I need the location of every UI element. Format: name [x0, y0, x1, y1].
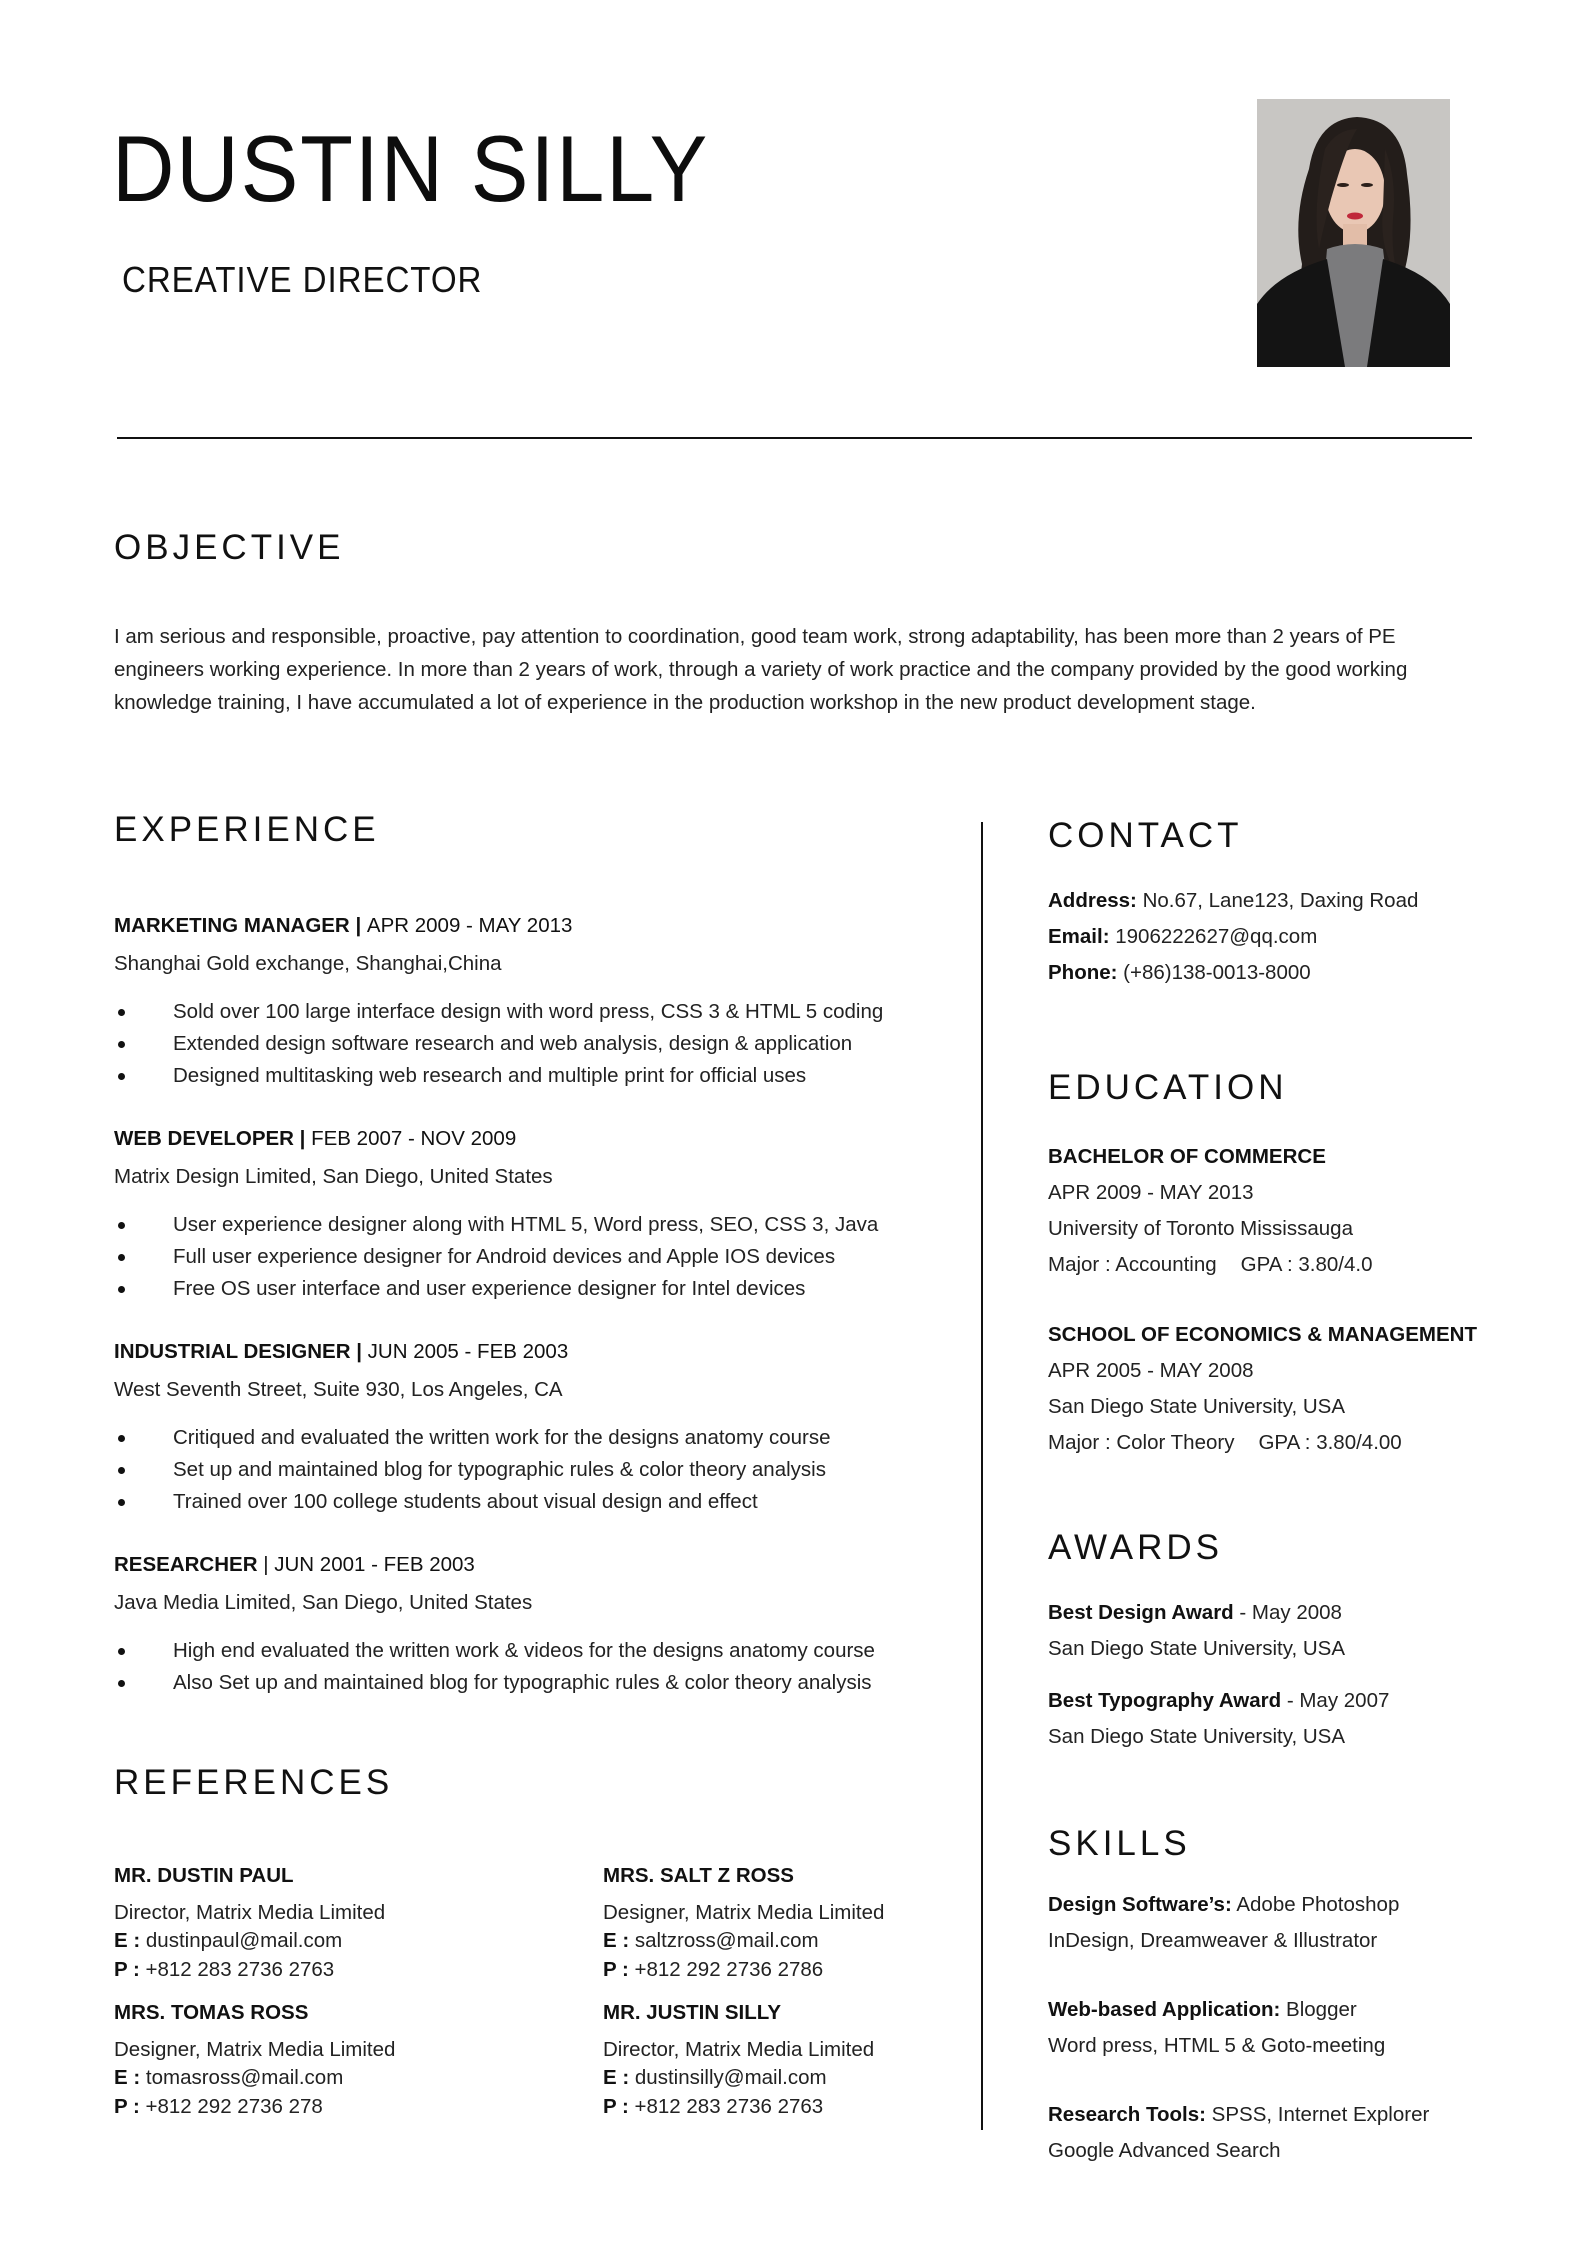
bullet-dot-icon: [118, 1222, 125, 1229]
reference-phone: [114, 1955, 534, 1984]
bullet-item: [114, 1667, 954, 1699]
bullet-item: [114, 1273, 954, 1305]
skill-value-continued: Word press, HTML 5 & Goto-meeting: [1048, 2034, 1386, 2057]
job-role: MARKETING MANAGER: [114, 914, 350, 937]
job-separator: |: [350, 1340, 368, 1363]
bullet-dot-icon: [118, 1435, 125, 1442]
bullet-dot-icon: [118, 1648, 125, 1655]
phone-value: +812 292 2736 2786: [634, 1958, 824, 1981]
bullet-text: Sold over 100 large interface design with word press, CSS 3 & HTML 5 coding: [173, 1000, 884, 1023]
bullet-item: [114, 1241, 954, 1273]
contact-value: 1906222627@qq.com: [1115, 925, 1318, 948]
bullet-text: Critiqued and evaluated the written work for the designs anatomy course: [173, 1426, 831, 1449]
education-school: San Diego State University, USA: [1048, 1395, 1345, 1418]
email-label: E :: [603, 1929, 630, 1952]
experience-entry: [114, 1127, 954, 1305]
reference-role: Director, Matrix Media Limited: [114, 1901, 386, 1924]
education-major-gpa: [1048, 1247, 1548, 1283]
education-major-gpa: [1048, 1425, 1548, 1461]
skills-section: [1048, 1826, 1548, 2169]
email-value: dustinpaul@mail.com: [145, 1929, 343, 1952]
email-value: tomasross@mail.com: [145, 2066, 344, 2089]
bullet-dot-icon: [118, 1499, 125, 1506]
phone-value: +812 292 2736 278: [145, 2095, 323, 2118]
job-company: West Seventh Street, Suite 930, Los Angeles, CA: [114, 1378, 563, 1401]
bullet-item: [114, 1454, 954, 1486]
skill-group: [1048, 1887, 1548, 1959]
education-section: [1048, 1070, 1548, 1461]
award-item: [1048, 1595, 1548, 1667]
job-separator: |: [293, 1127, 312, 1150]
job-bullets: [114, 996, 954, 1092]
award-title-line: [1048, 1595, 1548, 1631]
skill-value-continued: InDesign, Dreamweaver & Illustrator: [1048, 1929, 1378, 1952]
reference-name: MR. DUSTIN PAUL: [114, 1864, 294, 1887]
phone-value: +812 283 2736 2763: [145, 1958, 335, 1981]
skill-line: [1048, 2097, 1548, 2133]
bullet-dot-icon: [118, 1467, 125, 1474]
bullet-item: [114, 996, 954, 1028]
contact-label: Address:: [1048, 889, 1137, 912]
job-separator: |: [257, 1553, 275, 1576]
award-date: - May 2007: [1281, 1689, 1390, 1712]
email-value: dustinsilly@mail.com: [634, 2066, 827, 2089]
phone-label: P :: [114, 1958, 140, 1981]
award-title-line: [1048, 1683, 1548, 1719]
reference-email: [603, 1926, 1023, 1955]
skill-label: Web-based Application:: [1048, 1998, 1281, 2021]
references-heading: REFERENCES: [114, 1763, 394, 1802]
skill-value: Adobe Photoshop: [1231, 1893, 1400, 1916]
reference-card: [114, 1864, 534, 1984]
education-entry: [1048, 1317, 1548, 1461]
job-bullets: [114, 1422, 954, 1518]
job-dates: APR 2009 - MAY 2013: [366, 914, 573, 937]
award-title: Best Typography Award: [1048, 1689, 1282, 1712]
column-divider: [981, 822, 983, 2130]
skill-value: SPSS, Internet Explorer: [1205, 2103, 1430, 2126]
job-company: Shanghai Gold exchange, Shanghai,China: [114, 952, 502, 975]
education-degree: BACHELOR OF COMMERCE: [1048, 1145, 1326, 1168]
bullet-text: Set up and maintained blog for typographic rules & color theory analysis: [173, 1458, 826, 1481]
portrait-image-icon: [1257, 99, 1450, 367]
reference-role: Designer, Matrix Media Limited: [114, 2038, 396, 2061]
bullet-dot-icon: [118, 1680, 125, 1687]
education-dates: APR 2009 - MAY 2013: [1048, 1181, 1254, 1204]
job-heading: [114, 1127, 954, 1151]
bullet-text: Designed multitasking web research and multiple print for official uses: [173, 1064, 807, 1087]
bullet-text: High end evaluated the written work & videos for the designs anatomy course: [173, 1639, 875, 1662]
email-label: E :: [114, 2066, 141, 2089]
reference-email: [114, 1926, 534, 1955]
skill-label: Design Software’s:: [1048, 1893, 1232, 1916]
job-heading: [114, 914, 954, 938]
email-label: E :: [114, 1929, 141, 1952]
job-company: Java Media Limited, San Diego, United States: [114, 1591, 533, 1614]
reference-name: MRS. TOMAS ROSS: [114, 2001, 309, 2024]
reference-role: Director, Matrix Media Limited: [603, 2038, 875, 2061]
reference-card: [114, 2001, 534, 2121]
education-major: Major : Color Theory: [1048, 1431, 1235, 1454]
award-title: Best Design Award: [1048, 1601, 1234, 1624]
contact-value: No.67, Lane123, Daxing Road: [1142, 889, 1419, 912]
skill-group: [1048, 2097, 1548, 2169]
phone-label: P :: [603, 1958, 629, 1981]
bullet-item: [114, 1060, 954, 1092]
education-gpa: GPA : 3.80/4.0: [1240, 1253, 1373, 1276]
objective-text: I am serious and responsible, proactive, pay attention to coordination, good team work, strong adaptability, has been more than 2 years of PE engineers working experience. In more than 2 years of work, through a variety of work practice and the company provided by the good working knowledge training, I have accumulated a lot of experience in the production workshop in the new product development stage.: [114, 625, 1408, 714]
bullet-text: Full user experience designer for Android devices and Apple IOS devices: [173, 1245, 836, 1268]
phone-label: P :: [603, 2095, 629, 2118]
skill-value: Blogger: [1280, 1998, 1357, 2021]
job-role: INDUSTRIAL DESIGNER: [114, 1340, 351, 1363]
experience-heading: EXPERIENCE: [114, 810, 380, 849]
contact-section: [1048, 818, 1548, 991]
bullet-dot-icon: [118, 1073, 125, 1080]
education-school: University of Toronto Mississauga: [1048, 1217, 1353, 1240]
email-label: E :: [603, 2066, 630, 2089]
bullet-text: Free OS user interface and user experience designer for Intel devices: [173, 1277, 806, 1300]
job-role: RESEARCHER: [114, 1553, 258, 1576]
bullet-text: Extended design software research and web analysis, design & application: [173, 1032, 853, 1055]
award-place: San Diego State University, USA: [1048, 1637, 1345, 1660]
objective-heading: OBJECTIVE: [114, 528, 345, 567]
job-dates: FEB 2007 - NOV 2009: [311, 1127, 517, 1150]
reference-phone: [603, 2092, 1023, 2121]
reference-phone: [603, 1955, 1023, 1984]
skill-line: [1048, 1887, 1548, 1923]
education-entry: [1048, 1139, 1548, 1283]
job-heading: [114, 1553, 954, 1577]
bullet-text: Trained over 100 college students about visual design and effect: [173, 1490, 758, 1513]
job-heading: [114, 1340, 954, 1364]
education-dates: APR 2005 - MAY 2008: [1048, 1359, 1254, 1382]
bullet-dot-icon: [118, 1286, 125, 1293]
reference-phone: [114, 2092, 534, 2121]
reference-card: [603, 2001, 1023, 2121]
phone-label: P :: [114, 2095, 140, 2118]
candidate-name: DUSTIN SILLY: [112, 116, 710, 221]
job-company: Matrix Design Limited, San Diego, United States: [114, 1165, 553, 1188]
reference-email: [114, 2063, 534, 2092]
header-divider: [117, 437, 1472, 439]
job-role: WEB DEVELOPER: [114, 1127, 294, 1150]
experience-entry: [114, 1553, 954, 1699]
reference-email: [603, 2063, 1023, 2092]
job-separator: |: [349, 914, 367, 937]
award-date: - May 2008: [1233, 1601, 1342, 1624]
contact-label: Email:: [1048, 925, 1110, 948]
candidate-title: CREATIVE DIRECTOR: [122, 259, 483, 300]
contact-value: (+86)138-0013-8000: [1123, 961, 1311, 984]
bullet-dot-icon: [118, 1254, 125, 1261]
bullet-dot-icon: [118, 1009, 125, 1016]
reference-name: MRS. SALT Z ROSS: [603, 1864, 794, 1887]
bullet-item: [114, 1635, 954, 1667]
education-major: Major : Accounting: [1048, 1253, 1217, 1276]
contact-address: [1048, 883, 1548, 919]
contact-heading: CONTACT: [1048, 816, 1243, 855]
award-place: San Diego State University, USA: [1048, 1725, 1345, 1748]
phone-value: +812 283 2736 2763: [634, 2095, 824, 2118]
award-item: [1048, 1683, 1548, 1755]
job-bullets: [114, 1209, 954, 1305]
skill-value-continued: Google Advanced Search: [1048, 2139, 1281, 2162]
skill-label: Research Tools:: [1048, 2103, 1206, 2126]
email-value: saltzross@mail.com: [634, 1929, 819, 1952]
skill-group: [1048, 1992, 1548, 2064]
experience-entry: [114, 1340, 954, 1518]
awards-heading: AWARDS: [1048, 1528, 1224, 1567]
bullet-item: [114, 1028, 954, 1060]
reference-card: [603, 1864, 1023, 1984]
education-degree: SCHOOL OF ECONOMICS & MANAGEMENT: [1048, 1323, 1477, 1346]
education-heading: EDUCATION: [1048, 1068, 1288, 1107]
reference-name: MR. JUSTIN SILLY: [603, 2001, 782, 2024]
education-gpa: GPA : 3.80/4.00: [1258, 1431, 1402, 1454]
bullet-text: Also Set up and maintained blog for typographic rules & color theory analysis: [173, 1671, 872, 1694]
job-bullets: [114, 1635, 954, 1699]
contact-label: Phone:: [1048, 961, 1118, 984]
job-dates: JUN 2001 - FEB 2003: [274, 1553, 475, 1576]
experience-entry: [114, 914, 954, 1092]
skill-line: [1048, 1992, 1548, 2028]
bullet-dot-icon: [118, 1041, 125, 1048]
awards-section: [1048, 1530, 1548, 1755]
skills-heading: SKILLS: [1048, 1824, 1191, 1863]
reference-role: Designer, Matrix Media Limited: [603, 1901, 885, 1924]
bullet-item: [114, 1486, 954, 1518]
job-dates: JUN 2005 - FEB 2003: [367, 1340, 569, 1363]
contact-email: [1048, 919, 1548, 955]
contact-phone: [1048, 955, 1548, 991]
profile-photo: [1257, 99, 1450, 367]
bullet-item: [114, 1422, 954, 1454]
bullet-text: User experience designer along with HTML 5, Word press, SEO, CSS 3, Java: [173, 1213, 879, 1236]
bullet-item: [114, 1209, 954, 1241]
